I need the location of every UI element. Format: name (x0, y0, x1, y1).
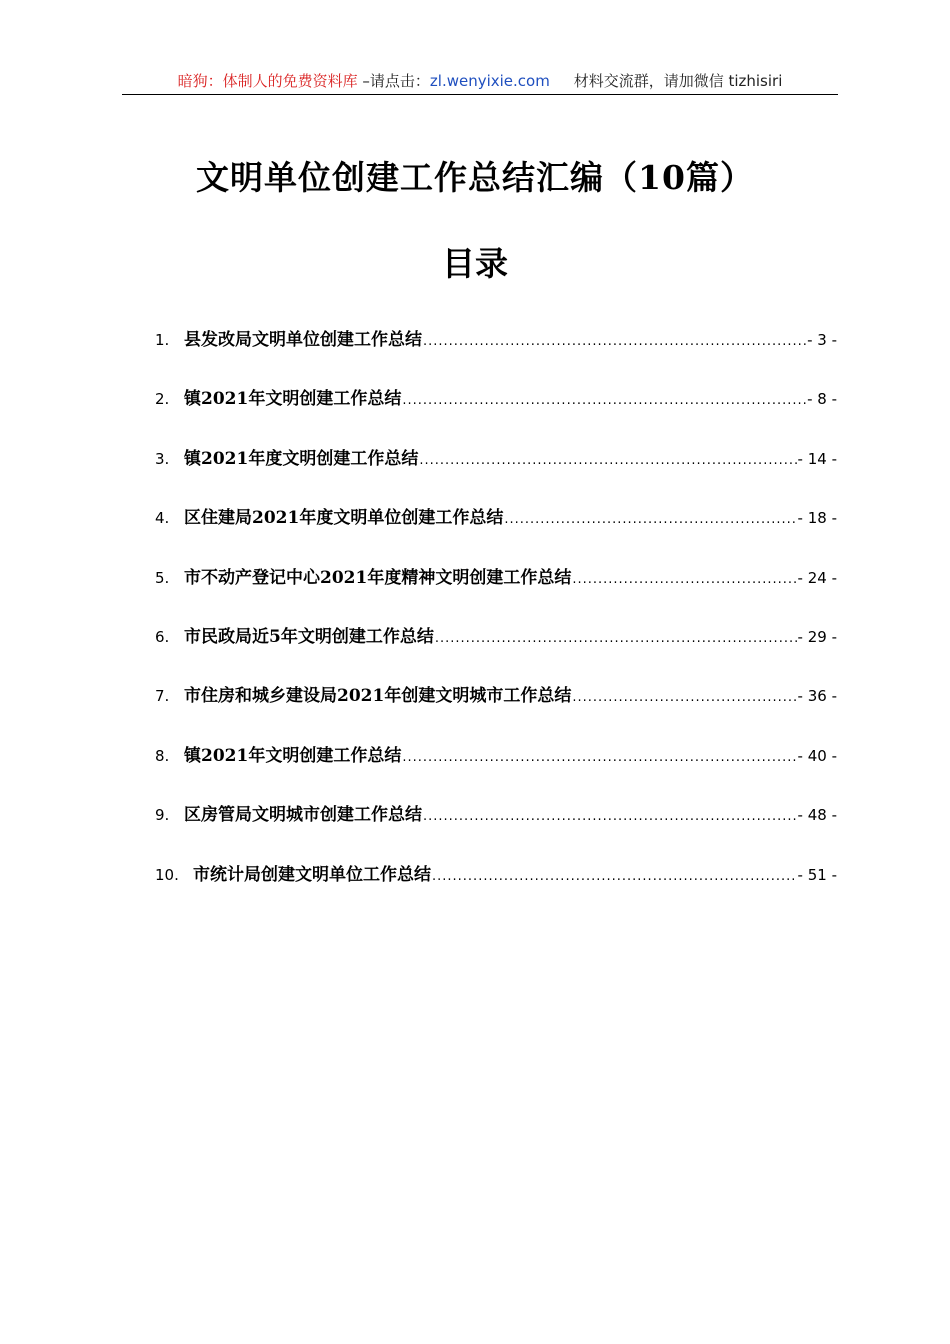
toc-entry-number: 9. (155, 806, 170, 825)
toc-entry-page: - 36 - (797, 687, 837, 706)
toc-entry-number: 8. (155, 746, 170, 765)
toc-entry-3[interactable] (155, 447, 837, 506)
toc-entry-9[interactable] (155, 803, 837, 862)
toc-entry-title: 市住房和城乡建设局2021年创建文明城市工作总结 (184, 686, 572, 707)
toc-entry-title: 镇2021年文明创建工作总结 (184, 745, 402, 766)
header-wechat: 材料交流群，请加微信 tizhisiri (573, 72, 783, 90)
toc-entry-6[interactable] (155, 625, 837, 684)
toc-entry-page: - 24 - (797, 568, 837, 587)
document-title: 文明单位创建工作总结汇编（10篇） (196, 158, 754, 197)
toc-leader-dots (402, 389, 806, 413)
toc-entry-page: - 3 - (807, 331, 837, 349)
toc-entry-number: 4. (155, 509, 170, 528)
toc-entry-5[interactable] (155, 566, 837, 625)
toc-entry-number: 10. (155, 865, 179, 884)
toc-entry-number: 3. (155, 449, 170, 468)
toc-entry-page: - 18 - (797, 509, 837, 528)
toc-leader-dots (402, 746, 796, 770)
toc-entry-10[interactable] (155, 863, 837, 922)
toc-entry-title: 市民政局近5年文明创建工作总结 (184, 626, 434, 647)
toc-entry-title: 镇2021年度文明创建工作总结 (184, 448, 419, 469)
toc-leader-dots (419, 449, 796, 473)
toc-entry-8[interactable] (155, 744, 837, 803)
header-prompt: –请点击： (357, 72, 430, 90)
toc-entry-number: 1. (155, 331, 170, 349)
toc-entry-page: - 51 - (797, 865, 837, 884)
toc-entry-number: 7. (155, 687, 170, 706)
toc-entry-number: 2. (155, 390, 170, 409)
toc-entry-page: - 29 - (797, 627, 837, 646)
table-of-contents (155, 328, 837, 922)
toc-entry-page: - 14 - (797, 449, 837, 468)
toc-entry-2[interactable] (155, 387, 837, 446)
toc-entry-page: - 40 - (797, 746, 837, 765)
toc-leader-dots (572, 686, 796, 710)
page-header (122, 70, 838, 95)
toc-entry-title: 市统计局创建文明单位工作总结 (193, 864, 431, 885)
toc-entry-title: 镇2021年文明创建工作总结 (184, 389, 402, 410)
toc-heading: 目录 (442, 244, 508, 283)
toc-entry-page: - 48 - (797, 806, 837, 825)
toc-entry-page: - 8 - (807, 390, 837, 409)
header-url-link[interactable]: zl.wenyixie.com (429, 72, 550, 90)
toc-entry-title: 市不动产登记中心2021年度精神文明创建工作总结 (184, 567, 572, 588)
toc-entry-title: 区住建局2021年度文明单位创建工作总结 (184, 508, 504, 529)
toc-leader-dots (423, 330, 806, 354)
toc-entry-1[interactable] (155, 328, 837, 387)
toc-leader-dots (504, 508, 796, 532)
toc-leader-dots (435, 627, 797, 651)
header-brand: 暗狗：体制人的免费资料库 (177, 72, 358, 90)
toc-entry-7[interactable] (155, 684, 837, 743)
toc-entry-number: 6. (155, 627, 170, 646)
toc-leader-dots (572, 568, 796, 592)
toc-entry-4[interactable] (155, 506, 837, 565)
toc-entry-title: 区房管局文明城市创建工作总结 (184, 805, 422, 826)
toc-entry-number: 5. (155, 568, 170, 587)
toc-entry-title: 县发改局文明单位创建工作总结 (184, 330, 422, 350)
toc-leader-dots (423, 805, 797, 829)
toc-leader-dots (432, 865, 797, 889)
